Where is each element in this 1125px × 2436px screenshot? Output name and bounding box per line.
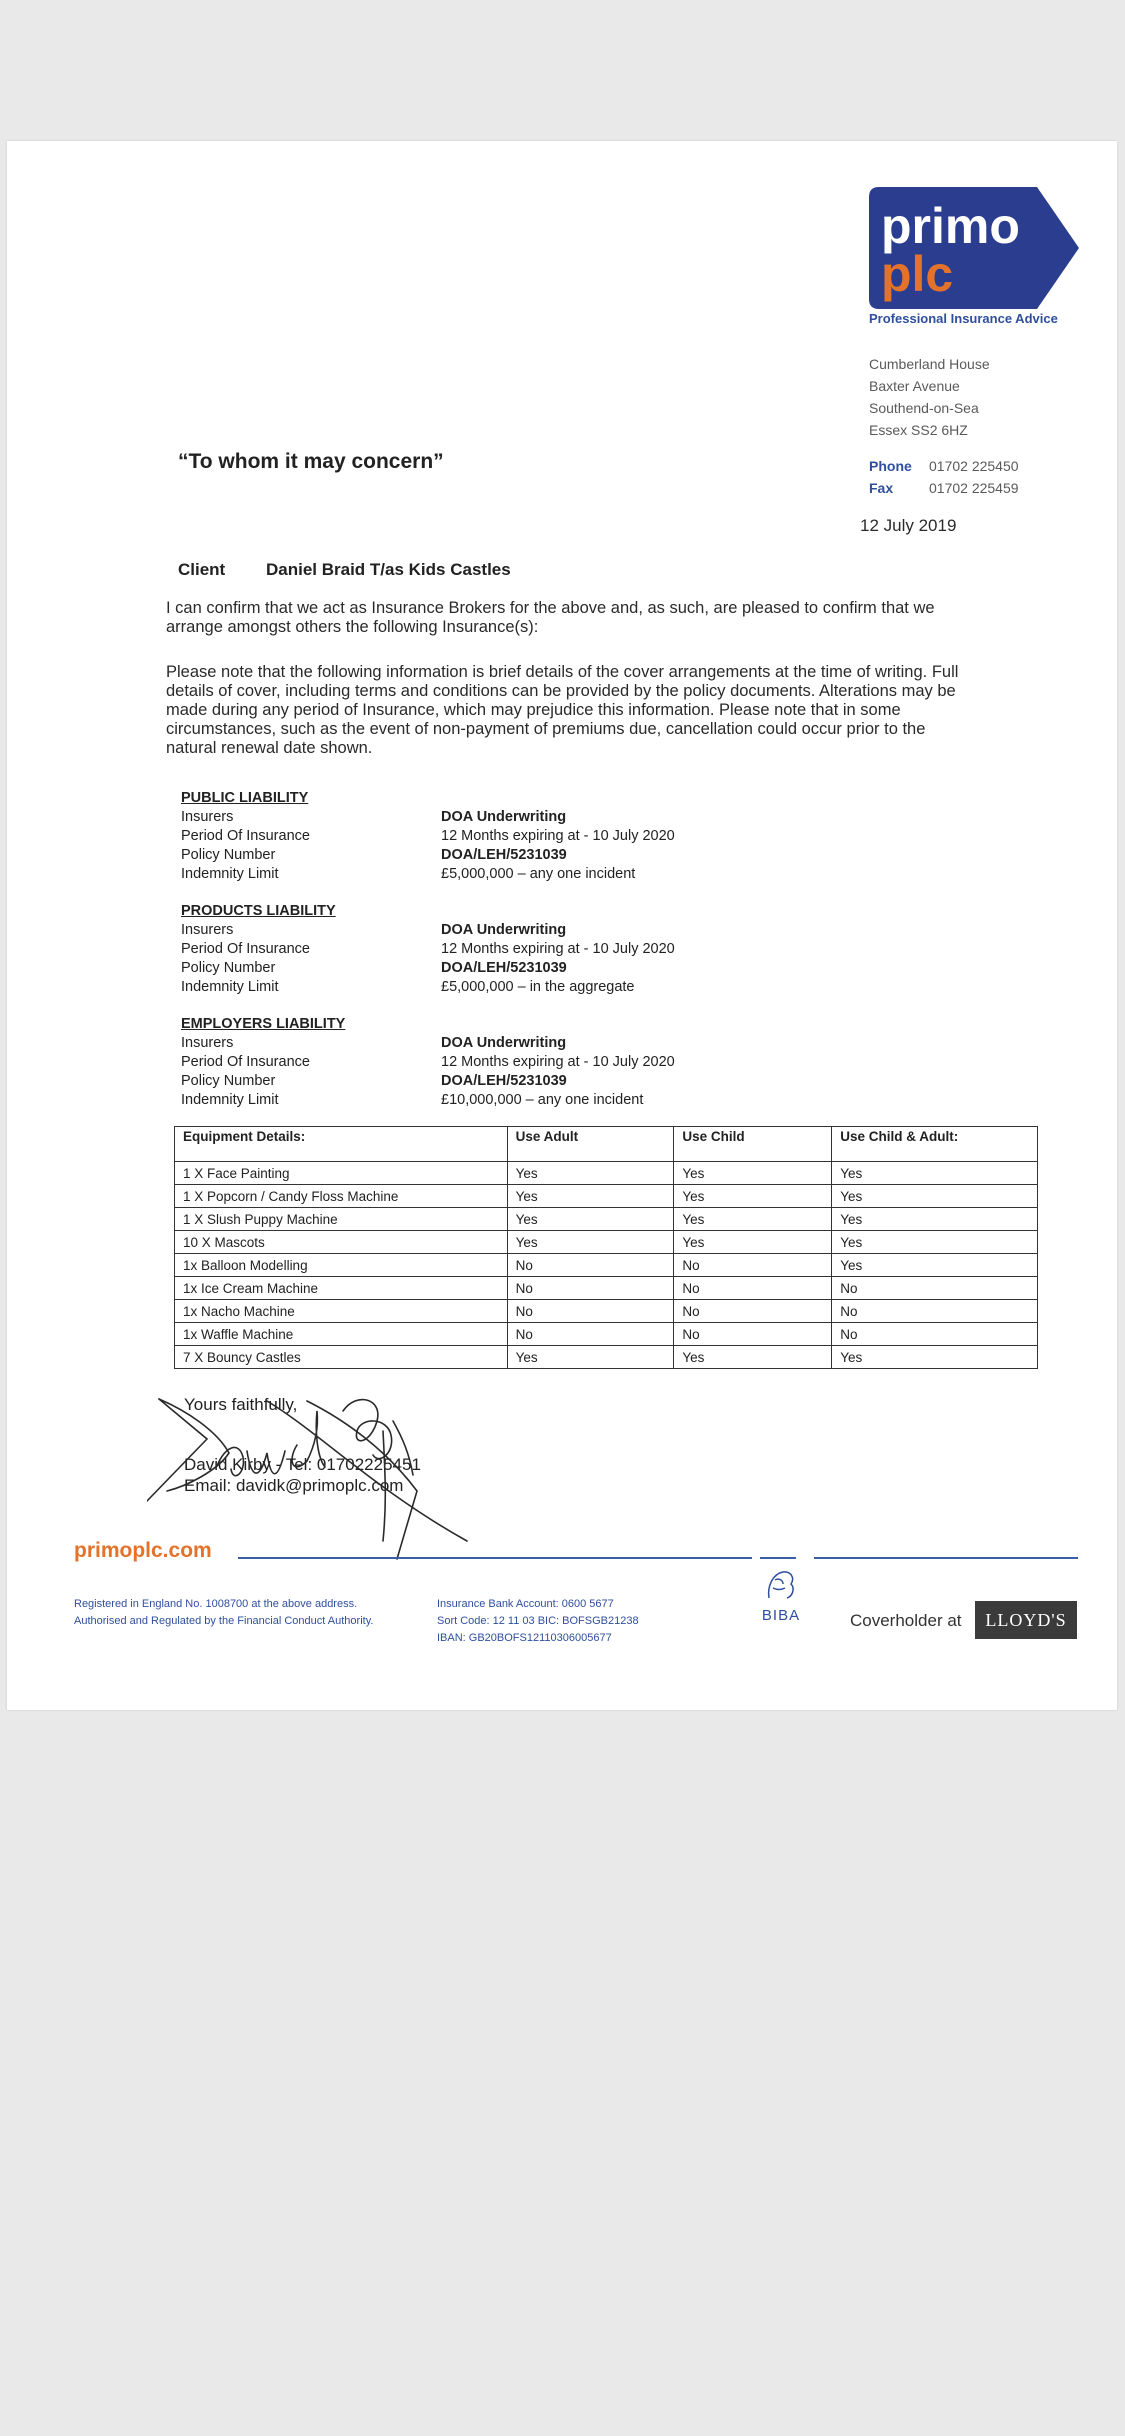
company-address — [869, 353, 990, 441]
table-cell: Yes — [674, 1231, 832, 1254]
greeting: “To whom it may concern” — [178, 450, 444, 473]
sort-code: Sort Code: 12 11 03 BIC: BOFSGB21238 — [437, 1615, 639, 1627]
period-label: Period Of Insurance — [181, 941, 310, 957]
table-cell: No — [507, 1300, 674, 1323]
registration-details — [74, 1596, 373, 1630]
table-row — [175, 1208, 1038, 1231]
column-header: Use Child — [674, 1127, 832, 1162]
section-heading: PUBLIC LIABILITY — [181, 790, 309, 806]
bank-account: Insurance Bank Account: 0600 5677 — [437, 1598, 614, 1610]
coverholder-text: Coverholder at — [850, 1611, 962, 1630]
table-cell: No — [832, 1323, 1038, 1346]
table-cell: 1x Waffle Machine — [175, 1323, 508, 1346]
fax-number: 01702 225459 — [929, 480, 1019, 496]
footer-website: primoplc.com — [74, 1539, 212, 1562]
table-row — [175, 1231, 1038, 1254]
footer-rule — [238, 1557, 752, 1559]
address-line: Southend-on-Sea — [869, 400, 979, 416]
table-cell: Yes — [674, 1162, 832, 1185]
table-cell: Yes — [832, 1162, 1038, 1185]
address-line: Essex SS2 6HZ — [869, 422, 968, 438]
biba-text: BIBA — [761, 1607, 801, 1624]
table-cell: Yes — [507, 1231, 674, 1254]
policy-value: DOA/LEH/5231039 — [441, 960, 567, 976]
column-header: Use Adult — [507, 1127, 674, 1162]
policy-value: DOA/LEH/5231039 — [441, 847, 567, 863]
contact-block — [869, 455, 1019, 499]
iban: IBAN: GB20BOFS12110306005677 — [437, 1632, 612, 1644]
insurers-value: DOA Underwriting — [441, 809, 567, 825]
table-cell: Yes — [507, 1162, 674, 1185]
table-row — [175, 1346, 1038, 1369]
letter-date: 12 July 2019 — [860, 516, 957, 535]
registration-line: Registered in England No. 1008700 at the above address. — [74, 1598, 358, 1610]
insurers-label: Insurers — [181, 809, 234, 825]
table-row — [175, 1277, 1038, 1300]
table-row — [175, 1254, 1038, 1277]
table-cell: Yes — [507, 1185, 674, 1208]
insurers-value: DOA Underwriting — [441, 1035, 567, 1051]
table-cell: Yes — [832, 1231, 1038, 1254]
table-header-row — [175, 1127, 1038, 1162]
table-cell: 1 X Popcorn / Candy Floss Machine — [175, 1185, 508, 1208]
address-line: Cumberland House — [869, 356, 990, 372]
letter-page — [7, 141, 1117, 1710]
lloyds-badge: LLOYD'S — [975, 1601, 1077, 1639]
insurers-label: Insurers — [181, 922, 234, 938]
policy-label: Policy Number — [181, 847, 276, 863]
table-cell: Yes — [674, 1185, 832, 1208]
column-header: Equipment Details: — [175, 1127, 508, 1162]
limit-label: Indemnity Limit — [181, 866, 279, 882]
table-cell: No — [832, 1277, 1038, 1300]
section-heading: EMPLOYERS LIABILITY — [181, 1016, 346, 1032]
insurers-value: DOA Underwriting — [441, 922, 567, 938]
table-cell: 1x Balloon Modelling — [175, 1254, 508, 1277]
table-cell: Yes — [674, 1208, 832, 1231]
primo-logo — [869, 187, 1079, 309]
column-header: Use Child & Adult: — [832, 1127, 1038, 1162]
equipment-table — [174, 1126, 1038, 1369]
logo-word-plc: plc — [881, 246, 954, 302]
limit-value: £5,000,000 – any one incident — [441, 866, 636, 882]
table-cell: Yes — [832, 1208, 1038, 1231]
period-value: 12 Months expiring at - 10 July 2020 — [441, 1054, 675, 1070]
intro-paragraph: I can confirm that we act as Insurance Brokers for the above and, as such, are pleased to confirm that we arrange amongst others the following Insurance(s): — [166, 599, 935, 636]
client-name: Daniel Braid T/as Kids Castles — [266, 560, 511, 579]
fax-label: Fax — [869, 480, 894, 496]
handwritten-signature — [147, 1391, 527, 1561]
biba-logo — [759, 1566, 803, 1624]
table-cell: 7 X Bouncy Castles — [175, 1346, 508, 1369]
closing-salutation: Yours faithfully, — [184, 1395, 298, 1414]
logo-tagline: Professional Insurance Advice — [869, 311, 1058, 326]
limit-value: £5,000,000 – in the aggregate — [441, 979, 635, 995]
bank-details — [437, 1596, 639, 1647]
table-cell: Yes — [507, 1208, 674, 1231]
policy-label: Policy Number — [181, 960, 276, 976]
table-cell: No — [507, 1277, 674, 1300]
footer-rule — [814, 1557, 1078, 1559]
policy-label: Policy Number — [181, 1073, 276, 1089]
limit-label: Indemnity Limit — [181, 979, 279, 995]
address-line: Baxter Avenue — [869, 378, 960, 394]
limit-value: £10,000,000 – any one incident — [441, 1092, 644, 1108]
period-label: Period Of Insurance — [181, 1054, 310, 1070]
table-cell: No — [674, 1300, 832, 1323]
table-cell: No — [674, 1277, 832, 1300]
regulation-line: Authorised and Regulated by the Financial Conduct Authority. — [74, 1615, 374, 1627]
section-public-liability — [181, 789, 675, 884]
section-products-liability — [181, 902, 675, 997]
signatory-name-phone: David Kirby - Tel: 01702225451 — [184, 1455, 421, 1474]
table-cell: Yes — [832, 1185, 1038, 1208]
table-cell: Yes — [507, 1346, 674, 1369]
section-employers-liability — [181, 1015, 675, 1110]
table-row — [175, 1185, 1038, 1208]
table-cell: No — [832, 1300, 1038, 1323]
phone-number: 01702 225450 — [929, 458, 1019, 474]
limit-label: Indemnity Limit — [181, 1092, 279, 1108]
disclaimer-paragraph: Please note that the following information is brief details of the cover arrangements at the time of writing. Full details of cover, including terms and conditions can be provided by the policy documents. Alterations may be made during any period of Insurance, which may prejudice this information. Please note that in some circumstances, such as the event of non-payment of premiums due, cancellation could occur prior to the natural renewal date shown. — [166, 663, 959, 757]
table-row — [175, 1162, 1038, 1185]
table-cell: 1x Nacho Machine — [175, 1300, 508, 1323]
insurers-label: Insurers — [181, 1035, 234, 1051]
client-line — [178, 560, 511, 580]
lion-icon — [761, 1566, 801, 1602]
table-cell: Yes — [674, 1346, 832, 1369]
logo-word-primo: primo — [881, 198, 1020, 254]
period-value: 12 Months expiring at - 10 July 2020 — [441, 828, 675, 844]
table-cell: Yes — [832, 1346, 1038, 1369]
period-value: 12 Months expiring at - 10 July 2020 — [441, 941, 675, 957]
phone-label: Phone — [869, 458, 912, 474]
table-row — [175, 1300, 1038, 1323]
period-label: Period Of Insurance — [181, 828, 310, 844]
table-cell: 1x Ice Cream Machine — [175, 1277, 508, 1300]
signatory-email: Email: davidk@primoplc.com — [184, 1476, 404, 1495]
table-cell: No — [674, 1323, 832, 1346]
table-cell: 10 X Mascots — [175, 1231, 508, 1254]
table-cell: 1 X Face Painting — [175, 1162, 508, 1185]
footer-rule — [760, 1557, 796, 1559]
table-cell: 1 X Slush Puppy Machine — [175, 1208, 508, 1231]
section-heading: PRODUCTS LIABILITY — [181, 903, 336, 919]
client-label: Client — [178, 560, 226, 579]
table-cell: No — [507, 1323, 674, 1346]
table-cell: Yes — [832, 1254, 1038, 1277]
table-cell: No — [507, 1254, 674, 1277]
table-cell: No — [674, 1254, 832, 1277]
policy-value: DOA/LEH/5231039 — [441, 1073, 567, 1089]
table-row — [175, 1323, 1038, 1346]
